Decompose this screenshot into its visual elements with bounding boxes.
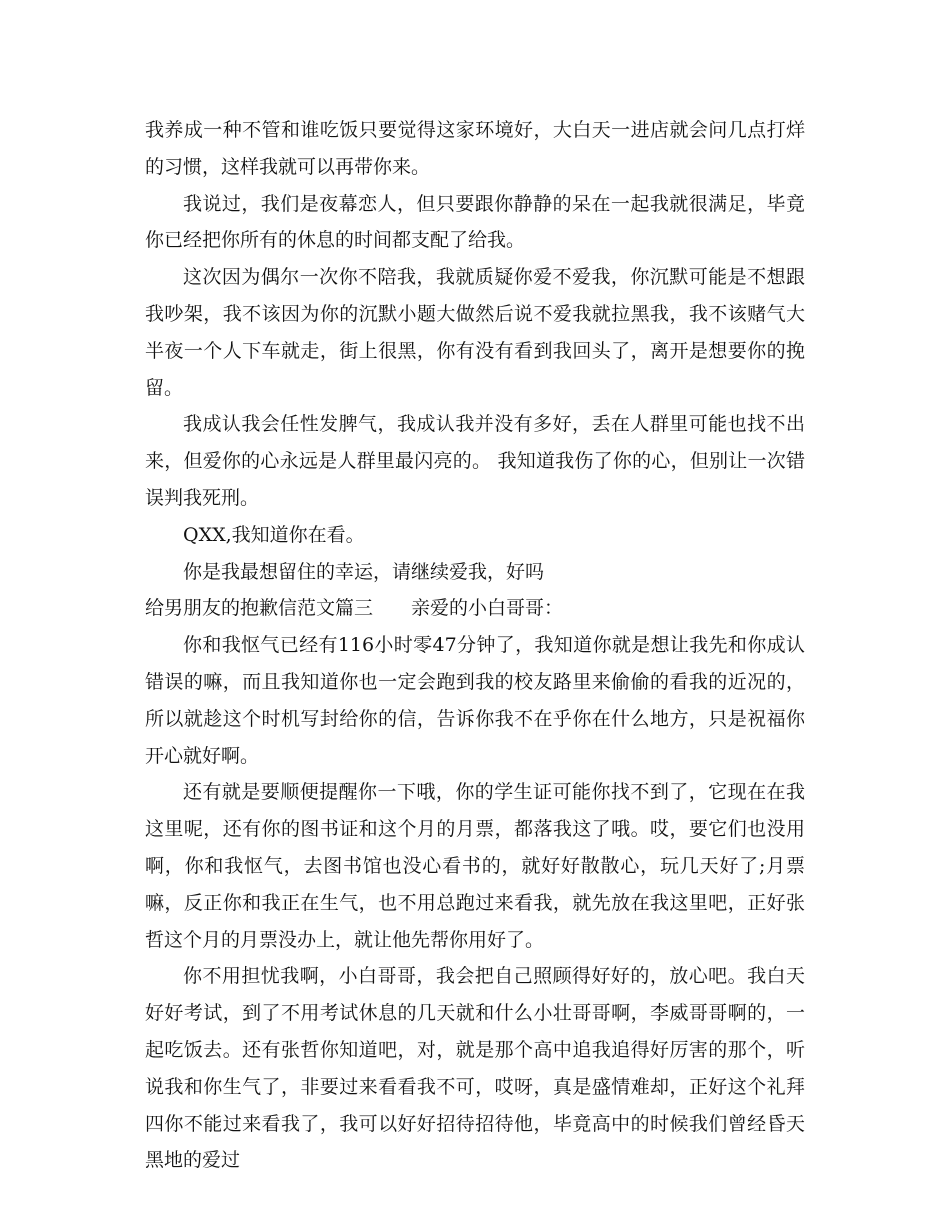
paragraph: QXX,我知道你在看。 xyxy=(183,523,365,546)
document-body xyxy=(145,112,805,1179)
paragraph: 我说过，我们是夜幕恋人，但只要跟你静静的呆在一起我就很满足，毕竟你已经把你所有的休息的时间都支配了给我。 xyxy=(145,192,805,252)
section-heading xyxy=(145,590,805,627)
paragraph: 我养成一种不管和谁吃饭只要觉得这家环境好，大白天一进店就会问几点打烊的习惯，这样我就可以再带你来。 xyxy=(145,119,805,178)
paragraph: 这次因为偶尔一次你不陪我，我就质疑你爱不爱我，你沉默可能是不想跟我吵架，我不该因为你的沉默小题大做然后说不爱我就拉黑我，我不该赌气大半夜一个人下车就走，街上很黑，你有没有看到我回头了，离开是想要你的挽留。 xyxy=(145,266,805,399)
paragraph: 你和我怄气已经有116小时零47分钟了，我知道你就是想让我先和你成认错误的嘛，而且我知道你也一定会跑到我的校友路里来偷偷的看我的近况的，所以就趁这个时机写封给你的信，告诉你我不在乎你在什么地方，只是祝福你开心就好啊。 xyxy=(145,634,805,767)
section-title: 给男朋友的抱歉信范文篇三 xyxy=(145,597,374,620)
salutation: 亲爱的小白哥哥： xyxy=(411,597,564,620)
paragraph: 你是我最想留住的幸运，请继续爱我，好吗 xyxy=(183,560,545,583)
paragraph: 你不用担忧我啊，小白哥哥，我会把自己照顾得好好的，放心吧。我白天好好考试，到了不用考试休息的几天就和什么小壮哥哥啊，李威哥哥啊的，一起吃饭去。还有张哲你知道吧，对，就是那个高中追我追得好厉害的那个，听说我和你生气了，非要过来看看我不可，哎呀，真是盛情难却，正好这个礼拜四你不能过来看我了，我可以好好招待招待他，毕竟高中的时候我们曾经昏天黑地的爱过 xyxy=(145,965,805,1172)
paragraph: 还有就是要顺便提醒你一下哦，你的学生证可能你找不到了，它现在在我这里呢，还有你的图书证和这个月的月票，都落我这了哦。哎，要它们也没用啊，你和我怄气，去图书馆也没心看书的，就好好散散心，玩几天好了;月票嘛，反正你和我正在生气，也不用总跑过来看我，就先放在我这里吧，正好张哲这个月的月票没办上，就让他先帮你用好了。 xyxy=(145,781,805,951)
paragraph: 我成认我会任性发脾气，我成认我并没有多好，丢在人群里可能也找不出来，但爱你的心永远是人群里最闪亮的。 我知道我伤了你的心，但别让一次错误判我死刑。 xyxy=(145,413,805,509)
